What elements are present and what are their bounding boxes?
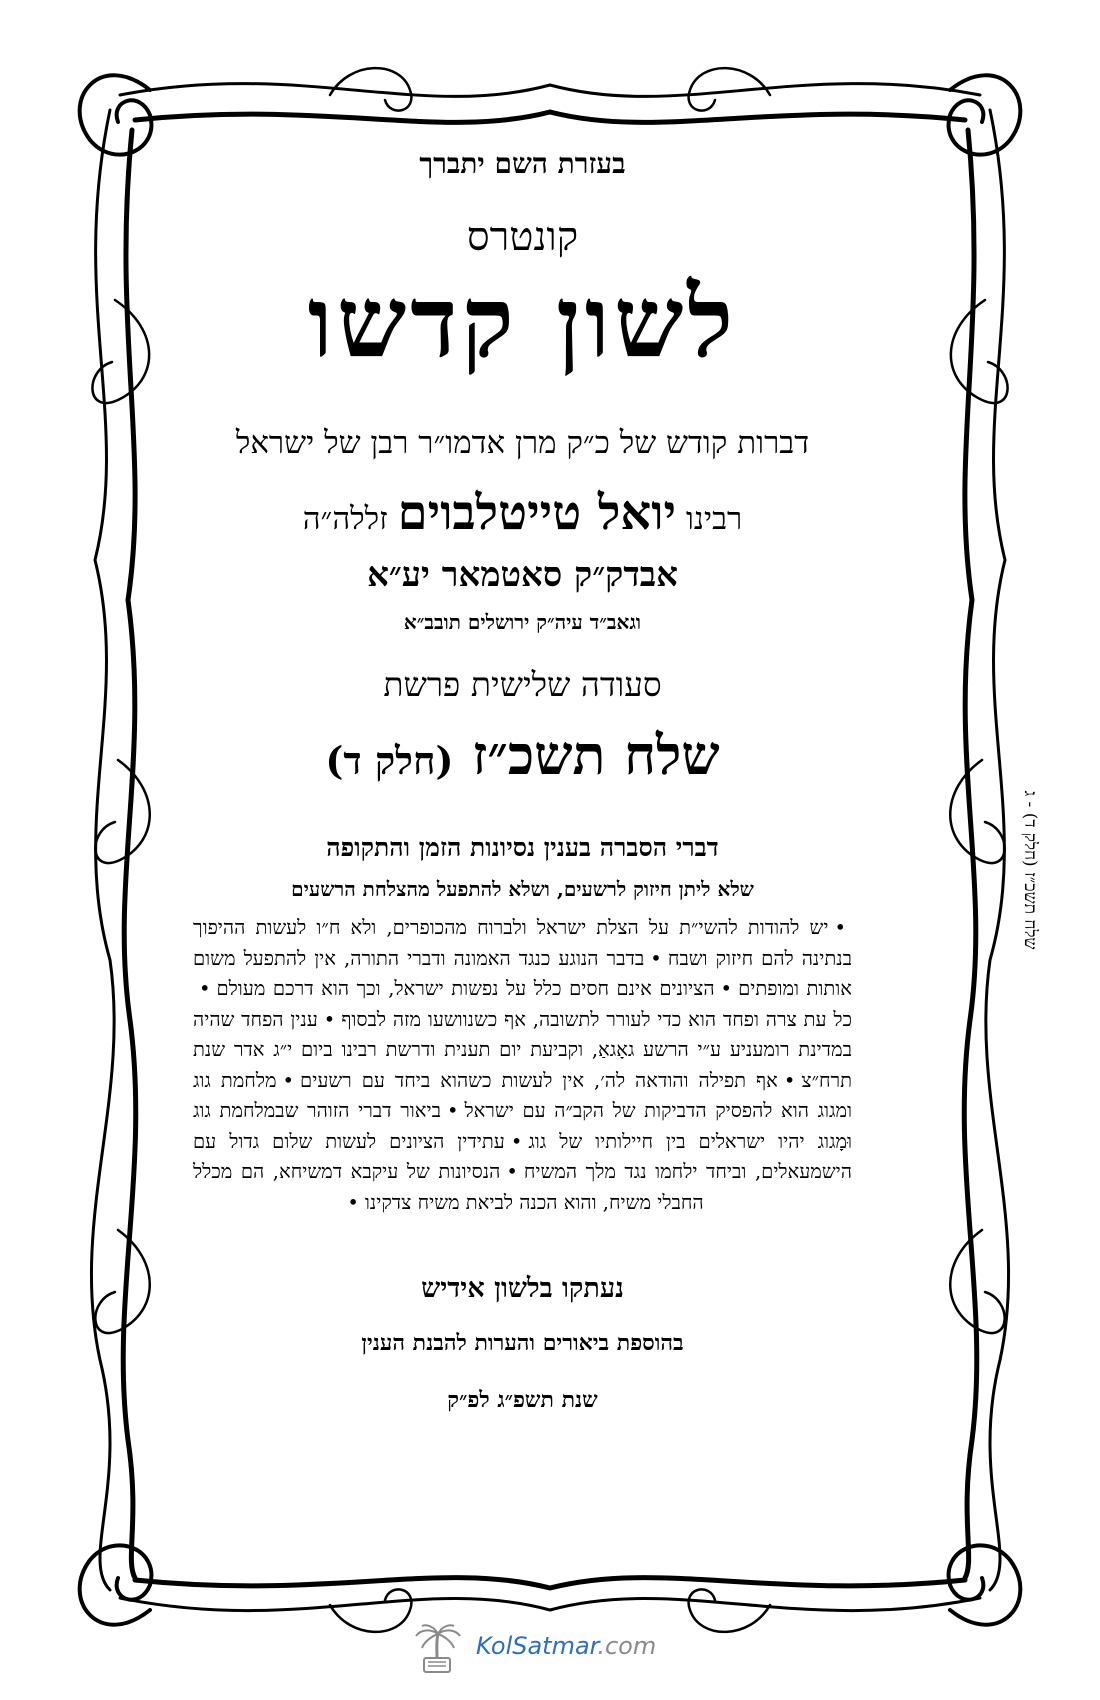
translation-note: נעתקו בלשון אידיש (421, 1273, 624, 1304)
bullet-separator: • (347, 1190, 359, 1214)
topic-item: כל עת צרה ופחד הוא כדי לעורר לתשובה, אף כשנוושעו מזה לבסוף (341, 1007, 853, 1031)
author-line-4: וגאב״ד עיה״ק ירושלים תובב״א (403, 610, 642, 634)
additions-note: בהוספת ביאורים והערות להבנת הענין (361, 1330, 684, 1356)
bullet-separator: • (720, 977, 733, 1000)
topic-item: מלחמת גוג ומגוג הוא להפסיק הדביקות של הקב״ה עם ישראל (193, 1068, 852, 1122)
blessing-line: בעזרת השם יתברך (419, 147, 626, 180)
year-line: שנת תשפ״ג לפ״ק (447, 1387, 598, 1413)
summary-subheading: שלא ליתן חיזוק לרשעים, ושלא להתפעל מהצלחת הרשעים (291, 877, 754, 901)
bullet-separator: • (783, 1068, 796, 1092)
site-domain: .com (597, 1632, 657, 1660)
bullet-separator: • (199, 977, 211, 1000)
topic-item: בדבר הנוגע כנגד האמונה ודברי התורה, אין להתפעל משום אותות ומופתים (193, 946, 852, 1000)
bullet-separator: • (282, 1068, 295, 1092)
bullet-separator: • (834, 916, 846, 939)
topic-item: הציונים אינם חסים כלל על נפשות ישראל, וכך הוא דרכם מעולם (216, 977, 715, 1000)
booklet-label: קונטרס (466, 214, 579, 260)
parsha-title (165, 723, 880, 787)
author-suffix: זללה״ה (302, 501, 388, 537)
cover-content (165, 125, 880, 1485)
topics-paragraph (193, 913, 852, 1218)
topic-item: עתידין הציונים לעשות שלום גדול עם הישמעאלים, וביחד ילחמו נגד מלך המשיח (193, 1129, 852, 1183)
author-prefix: רבינו (685, 501, 743, 537)
bullet-separator: • (650, 946, 662, 970)
site-name (476, 1632, 656, 1660)
author-name: יואל טייטלבוים (397, 485, 677, 541)
parsha-part: (חלק ד) (325, 738, 454, 783)
topic-item: אף תפילה והודאה לה׳, אין לעשות כשהוא ביחד עם רשעים (300, 1068, 778, 1092)
occasion-line: סעודה שלישית פרשת (383, 665, 662, 704)
bullet-separator: • (446, 1099, 459, 1122)
site-name-main: KolSatmar (476, 1632, 598, 1660)
bullet-separator: • (323, 1007, 336, 1031)
palm-tree-icon (410, 1622, 466, 1678)
topic-item: ביאור דברי הזוהר שבמלחמת גוג וּמָגוג יהיו ישראלים בין חיילותיו של גוג (193, 1099, 853, 1153)
topic-item: ענין הפחד שהיה במדינת רומעניע ע״י הרשע גאָגאַ, וקביעת יום תענית ודרשת רבינו ביום י״ג אדר שנת תרח״צ (193, 1007, 852, 1092)
author-line-1: דברות קודש של כ״ק מרן אדמו״ר רבן של ישראל (235, 425, 810, 461)
main-title: לשון קדשו (307, 265, 738, 380)
bullet-separator: • (506, 1160, 518, 1183)
side-page-label: שלח תשכ״ז (חלק ד) - ג (1020, 790, 1040, 950)
bullet-separator: • (510, 1129, 523, 1153)
topic-item: הנסיונות של עיקבא דמשיחא, הם מכלל החבלי משיח, והוא הכנה לביאת משיח צדקינו (193, 1160, 704, 1214)
parsha-name: שלח תשכ״ז (472, 723, 720, 787)
author-name-line (165, 485, 880, 541)
summary-heading: דברי הסברה בענין נסיונות הזמן והתקופה (326, 833, 719, 862)
topic-item: יש להודות להשי״ת על הצלת ישראל ולברוח מהכופרים, ולא ח״ו לעשות ההיפוך בנתינה להם חיזוק ושבח (193, 916, 852, 970)
author-line-3: אבדק״ק סאטמאר יע״א (367, 555, 678, 595)
site-logo[interactable] (410, 1622, 710, 1682)
